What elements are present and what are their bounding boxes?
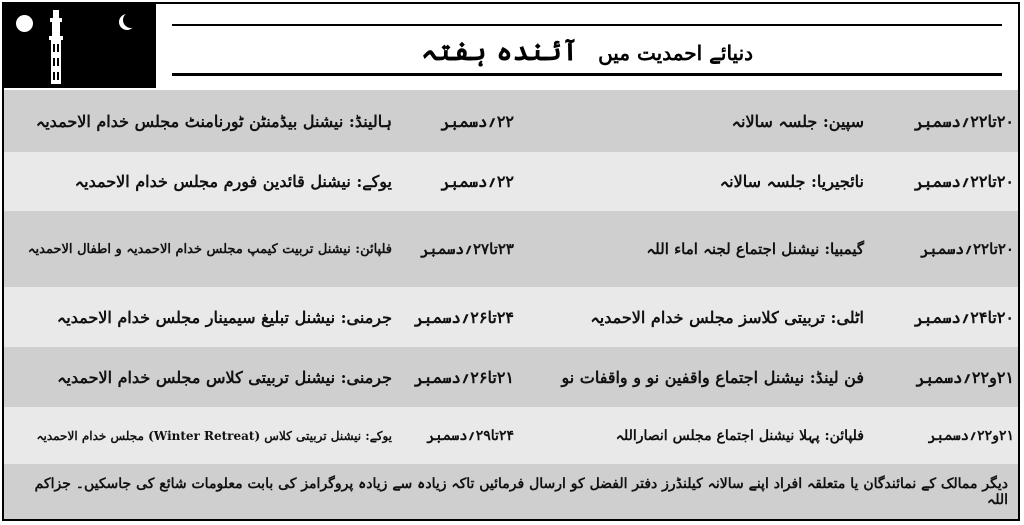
title-main: آئندہ ہفتہ [420,34,579,67]
left-event: یوکے: نیشنل تربیتی کلاس (Winter Retreat) مجلس خدام الاحمدیہ [36,428,392,443]
left-event: ہالینڈ: نیشنل بیڈمنٹن ٹورنامنٹ مجلس خدام الاحمدیہ [35,111,392,131]
crescent-icon [123,12,139,28]
right-event: فن لینڈ: نیشنل اجتماع واقفین نو و واقفات نو [561,367,864,387]
right-date: ۲۰تا۲۲؍دسمبر [914,111,1014,131]
left-date: ۲۴تا۲۶؍دسمبر [414,307,514,327]
left-event: جرمنی: نیشنل تربیتی کلاس مجلس خدام الاحمدیہ [57,367,392,387]
title-top-rule [172,24,1002,26]
right-date: ۲۰تا۲۲؍دسمبر [914,172,1014,191]
left-date: ۲۳تا۲۷؍دسمبر [420,240,514,258]
right-date: ۲۱و۲۲؍دسمبر [915,367,1014,387]
right-event: نائجیریا: جلسہ سالانہ [719,172,864,191]
right-date: ۲۱و۲۲؍دسمبر [927,427,1014,444]
title-prefix: دنیائے احمدیت میں [598,41,754,65]
title-banner [172,16,1002,76]
page-title [421,34,753,67]
left-event: جرمنی: نیشنل تبلیغ سیمینار مجلس خدام الاحمدیہ [56,307,392,327]
left-date: ۲۱تا۲۶؍دسمبر [414,367,514,387]
table-row [4,407,1018,464]
left-date: ۲۴تا۲۹؍دسمبر [426,427,514,444]
right-date: ۲۰تا۲۴؍دسمبر [914,307,1014,327]
minaret-icon [44,10,68,86]
right-event: اٹلی: تربیتی کلاسز مجلس خدام الاحمدیہ [590,307,864,327]
footer-note: دیگر ممالک کے نمائندگان یا متعلقہ افراد اپنے سالانہ کیلنڈرز دفتر الفضل کو ارسال فرمائیں تاکہ زیادہ سے زیادہ پروگرامز کی بابت معلومات شائع کی جاسکیں۔ جزاکم اللہ [4,464,1018,519]
left-event: یوکے: نیشنل قائدین فورم مجلس خدام الاحمدیہ [74,172,392,191]
left-date: ۲۲؍دسمبر [440,111,514,131]
moon-icon [16,15,33,32]
minaret-logo [4,4,156,88]
right-event: سپین: جلسہ سالانہ [731,111,864,131]
right-event: فلپائن: پہلا نیشنل اجتماع مجلس انصاراللہ [615,427,864,444]
table-row [4,152,1018,211]
left-event: فلپائن: نیشنل تربیت کیمپ مجلس خدام الاحمدیہ و اطفال الاحمدیہ [27,241,392,257]
right-date: ۲۰تا۲۲؍دسمبر [920,240,1014,258]
page-frame [2,2,1020,521]
table-row [4,211,1018,287]
table-row [4,287,1018,347]
right-event: گیمبیا: نیشنل اجتماع لجنہ اماء اللہ [646,240,864,258]
table-row [4,347,1018,407]
table-row [4,90,1018,152]
left-date: ۲۲؍دسمبر [440,172,514,191]
header [156,4,1018,88]
